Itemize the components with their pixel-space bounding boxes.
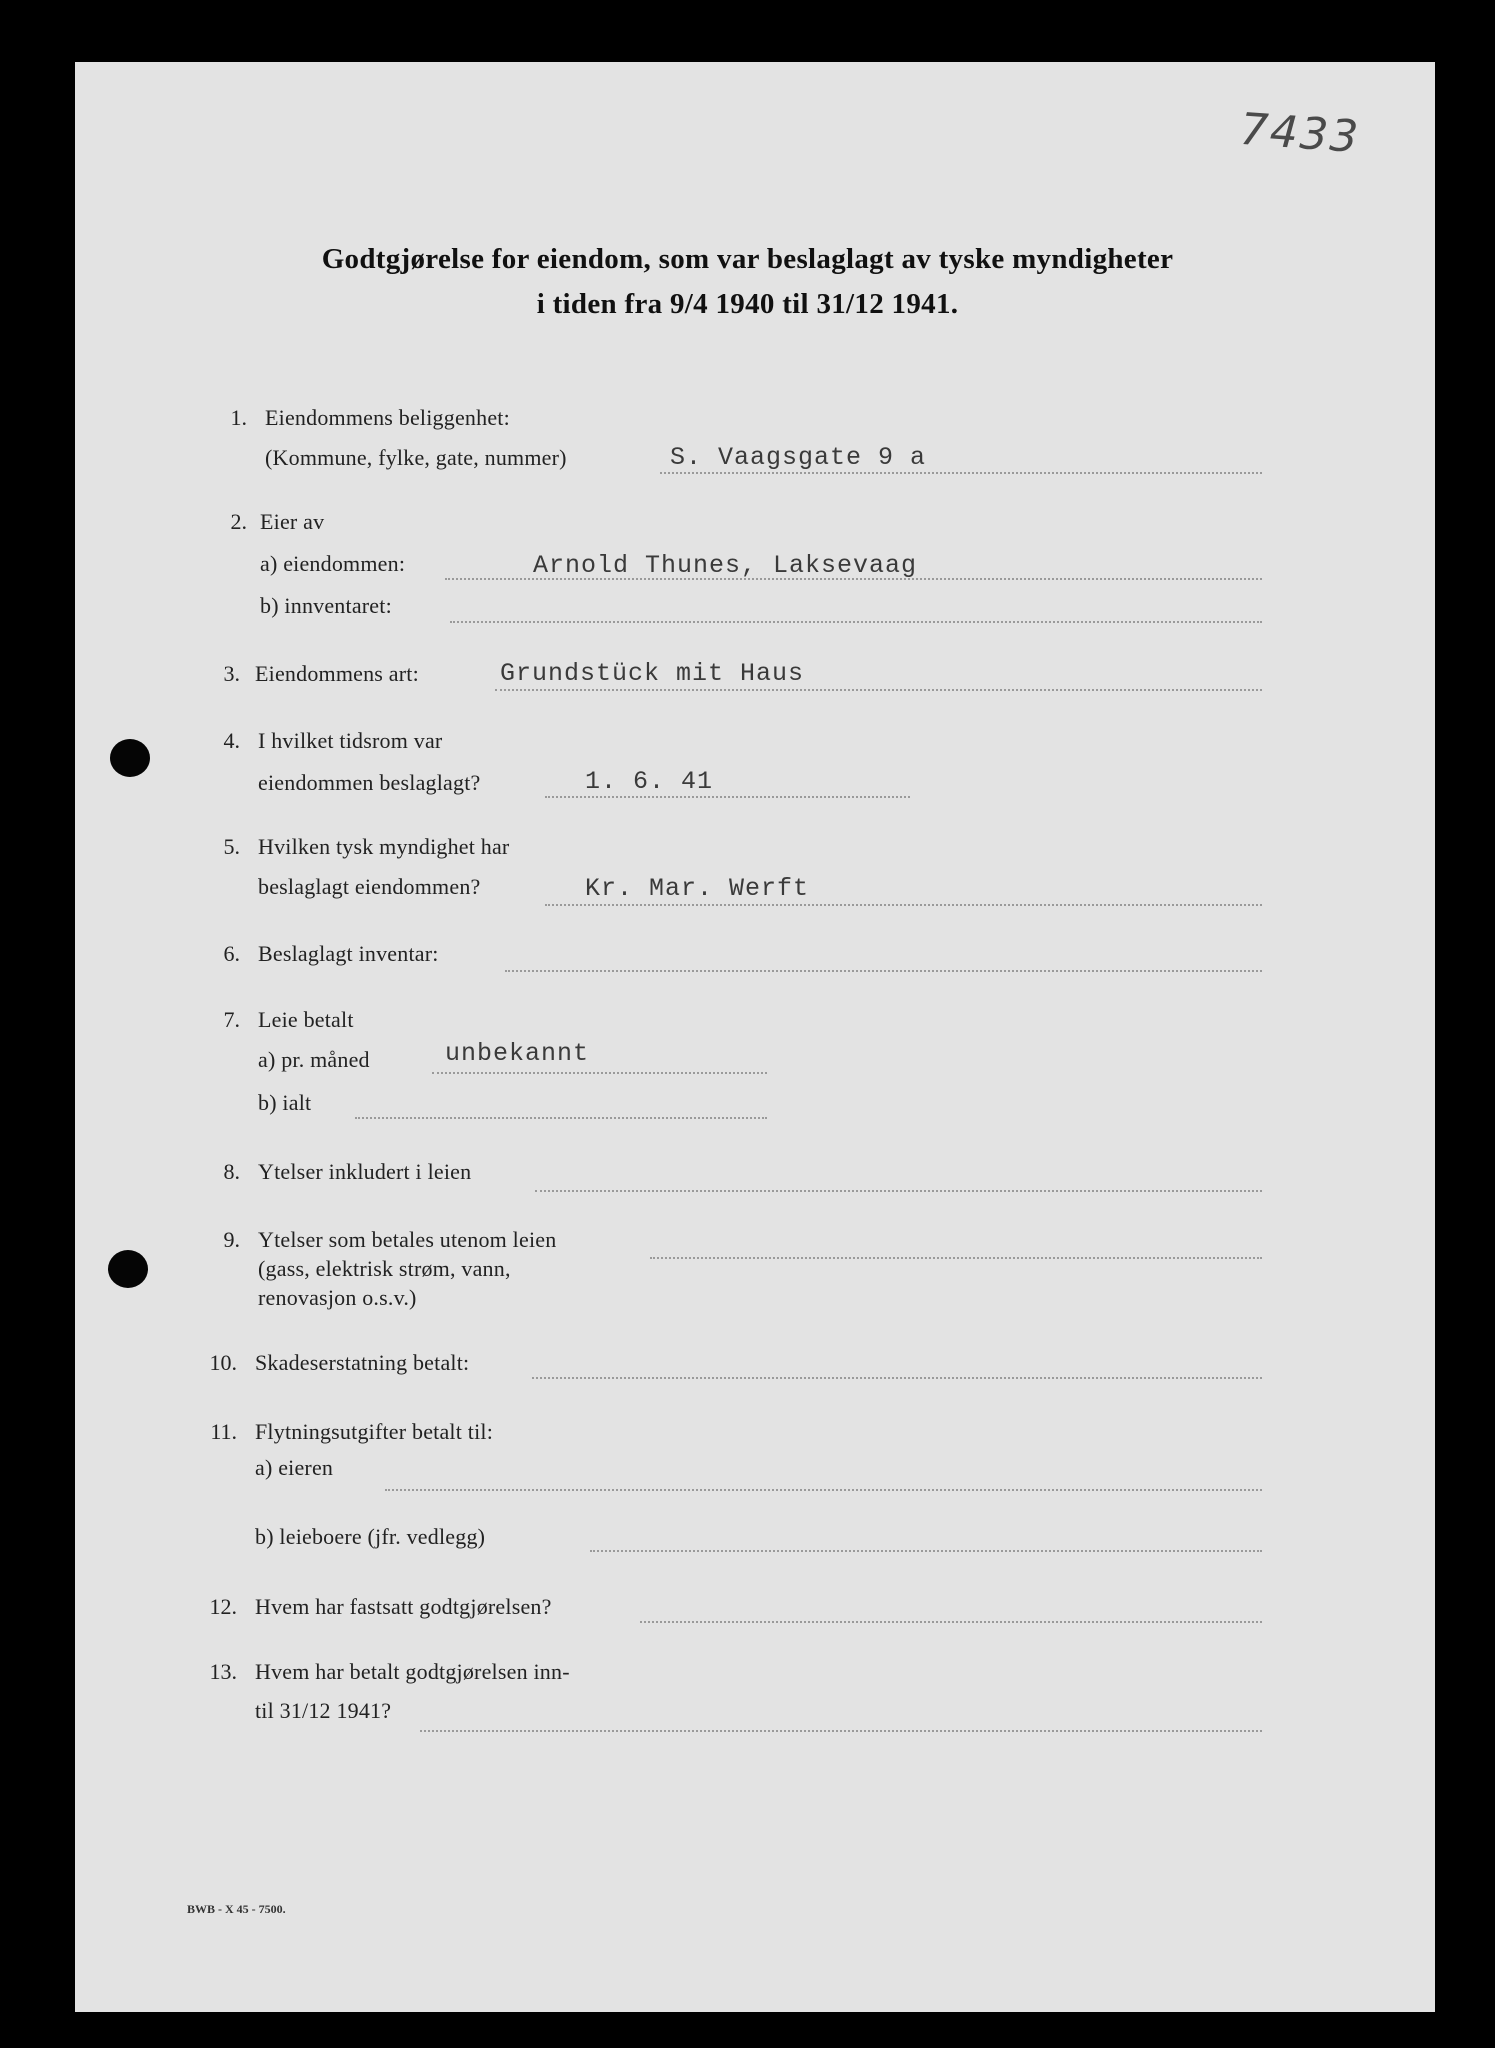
item-label: Flytningsutgifter betalt til:	[255, 1419, 494, 1444]
field-owner-property-value: Arnold Thunes, Laksevaag	[533, 551, 918, 580]
item-label: Beslaglagt inventar:	[258, 941, 439, 966]
item-label: (Kommune, fylke, gate, nummer)	[265, 445, 567, 470]
fill-line	[660, 472, 1262, 474]
item-label: Eiendommens beliggenhet:	[265, 405, 510, 430]
fill-line	[385, 1489, 1262, 1491]
fill-line	[590, 1550, 1262, 1552]
fill-line	[535, 1190, 1262, 1192]
item-number: 8.	[223, 1159, 240, 1184]
item-number: 2.	[230, 509, 247, 534]
form-title-line1: Godtgjørelse for eiendom, som var beslaglagt av tyske myndigheter	[321, 243, 1174, 275]
fill-line	[432, 1072, 767, 1074]
fill-line	[505, 970, 1262, 972]
item-number: 1.	[230, 405, 247, 430]
fill-line	[355, 1117, 767, 1119]
item-sublabel: a) eiendommen:	[260, 551, 406, 576]
fill-line	[495, 689, 1262, 691]
form-title-line2: i tiden fra 9/4 1940 til 31/12 1941.	[536, 288, 959, 320]
item-sublabel: b) ialt	[258, 1090, 312, 1115]
item-label: Hvem har fastsatt godtgjørelsen?	[255, 1594, 552, 1619]
fill-line	[545, 904, 1262, 906]
item-number: 4.	[223, 728, 240, 753]
item-label: beslaglagt eiendommen?	[258, 874, 481, 899]
item-label: Hvilken tysk myndighet har	[258, 834, 510, 859]
item-label: Ytelser inkludert i leien	[258, 1159, 472, 1184]
item-label: Eiendommens art:	[255, 661, 419, 686]
field-authority-value: Kr. Mar. Werft	[585, 874, 810, 903]
print-code: BWB - X 45 - 7500.	[187, 1902, 286, 1916]
item-sublabel: b) innventaret:	[260, 593, 392, 618]
fill-line	[532, 1377, 1262, 1379]
item-number: 13.	[209, 1659, 237, 1684]
item-sublabel: b) leieboere (jfr. vedlegg)	[255, 1524, 486, 1549]
fill-line	[640, 1621, 1262, 1623]
item-label: eiendommen beslaglagt?	[258, 770, 481, 795]
punch-hole-top	[110, 739, 150, 777]
item-label: Skadeserstatning betalt:	[255, 1350, 470, 1375]
item-number: 3.	[223, 661, 240, 686]
field-location-value: S. Vaagsgate 9 a	[670, 443, 927, 472]
item-number: 9.	[223, 1227, 240, 1252]
item-label: Leie betalt	[258, 1007, 354, 1032]
item-label: I hvilket tidsrom var	[258, 728, 443, 753]
fill-line	[545, 796, 910, 798]
item-label: renovasjon o.s.v.)	[258, 1285, 417, 1310]
field-property-type-value: Grundstück mit Haus	[500, 659, 805, 688]
item-number: 5.	[223, 834, 240, 859]
item-number: 6.	[223, 941, 240, 966]
fill-line	[420, 1730, 1262, 1732]
item-label: Hvem har betalt godtgjørelsen inn-	[255, 1659, 570, 1684]
archive-number: 7433	[1238, 103, 1362, 164]
item-label: Eier av	[260, 509, 325, 534]
item-number: 10.	[209, 1350, 237, 1375]
item-label: til 31/12 1941?	[255, 1698, 392, 1723]
field-rent-monthly-value: unbekannt	[445, 1039, 590, 1068]
item-sublabel: a) pr. måned	[258, 1047, 370, 1072]
item-sublabel: a) eieren	[255, 1455, 334, 1480]
item-number: 12.	[209, 1594, 237, 1619]
field-seizure-period-value: 1. 6. 41	[585, 767, 714, 796]
punch-hole-bottom	[108, 1250, 148, 1288]
fill-line	[650, 1257, 1262, 1259]
item-number: 11.	[210, 1419, 237, 1444]
item-label: (gass, elektrisk strøm, vann,	[258, 1256, 511, 1281]
item-number: 7.	[223, 1007, 240, 1032]
fill-line	[450, 621, 1262, 623]
item-label: Ytelser som betales utenom leien	[258, 1227, 557, 1252]
